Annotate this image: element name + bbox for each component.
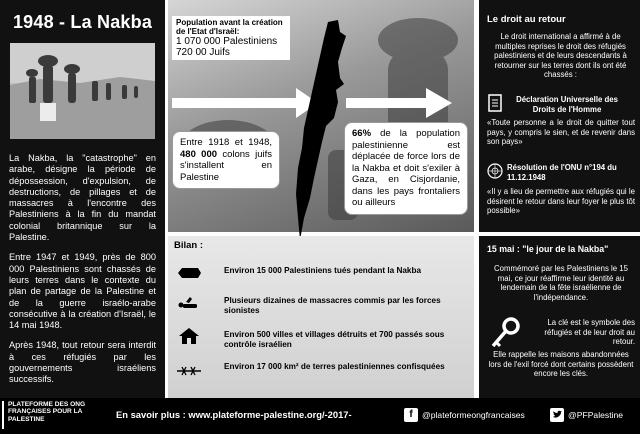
twitter-handle[interactable]: @PFPalestine <box>568 410 624 420</box>
bilan-item-deaths: Environ 15 000 Palestiniens tués pendant la Nakba <box>224 266 422 275</box>
victims-icon <box>176 296 202 310</box>
more-info-link[interactable]: En savoir plus : www.plateforme-palestine.org/-2017- <box>116 409 352 420</box>
un-resolution-quote: «Il y a lieu de permettre aux réfugiés qui le désirent le retour dans leur foyer le plus tôt possible» <box>487 187 635 215</box>
colonists-period: Entre 1918 et 1948, <box>180 137 272 148</box>
twitter-icon[interactable] <box>550 408 564 422</box>
right-of-return-title: Le droit au retour <box>487 14 566 25</box>
un-logo-icon <box>487 163 503 179</box>
bilan-label: Bilan : <box>174 240 204 251</box>
un-resolution-title: Résolution de l'ONU n°194 du 11.12.1948 <box>507 163 617 182</box>
nakba-definition: La Nakba, la "catastrophe" en arabe, désigne la période de dépossession, d'expulsion, de destructions, de pillages et de massacres à l'encontre des Palestiniens à la fin du mandat colonial britannique sur la Palestine. <box>9 153 156 243</box>
barbed-wire-icon <box>176 364 202 378</box>
colonists-box <box>172 131 280 189</box>
bilan-section <box>168 236 474 398</box>
page-title: 1948 - La Nakba <box>12 12 153 32</box>
nakba-history: Entre 1947 et 1949, près de 800 000 Palestiniens sont chassés de leurs terres dans le contexte du plan de partage de la Palestine et de la guerre israélo-arabe consécutive à la création d'Israël, le 14 mai 1948. <box>9 252 156 331</box>
refugees-photo <box>10 43 155 139</box>
footer <box>0 398 640 434</box>
declaration-scroll-icon <box>487 93 503 113</box>
org-logo-text: PLATEFORME DES ONG FRANÇAISES POUR LA PALESTINE <box>2 401 102 429</box>
declaration-title: Déclaration Universelle des Droits de l'Homme <box>516 95 618 114</box>
displaced-percentage: 66% <box>352 128 372 139</box>
population-heading: Population avant la création de l'Etat d'Israël: <box>176 18 283 36</box>
left-panel <box>0 0 165 398</box>
facebook-icon[interactable]: f <box>404 408 418 422</box>
declaration-quote: «Toute personne a le droit de quitter tout pays, y compris le sien, et de revenir dans son pays» <box>487 118 635 146</box>
right-of-return-section <box>479 0 640 232</box>
nakba-day-title: 15 mai : "le jour de la Nakba" <box>487 244 609 254</box>
right-of-return-intro: Le droit international a affirmé à de multiples reprises le droit des réfugiés palestiniens et de leurs descendants à retourner sur les terres dont ils ont été chassés : <box>494 32 627 79</box>
colonists-number: 480 000 <box>180 148 218 160</box>
nakba-day-section <box>479 236 640 398</box>
key-houses-text: Elle rappelle les maisons abandonnées lors de l'exil forcé dont certains possèdent encore les clés. <box>488 350 634 378</box>
coffin-icon <box>176 266 202 280</box>
displaced-box <box>344 122 468 215</box>
bilan-item-villages: Environ 500 villes et villages détruits et 700 passés sous contrôle israélien <box>224 330 445 349</box>
facebook-handle[interactable]: @plateformeongfrancaises <box>422 410 525 420</box>
bilan-item-land: Environ 17 000 km² de terres palestiniennes confisquées <box>224 362 445 371</box>
nakba-return-banned: Après 1948, tout retour sera interdit à ces réfugiés par les gouvernements israéliens successifs. <box>9 340 156 385</box>
displaced-text: de la population palestinienne est déplacée de force lors de la Nakba et doit s'exiler à Gaza, en Cisjordanie, dans les pays frontaliers ou ailleurs <box>352 128 460 208</box>
key-symbol-text: La clé est le symbole des réfugiés et de leur droit au retour. <box>544 318 635 346</box>
nakba-day-text: Commémoré par les Palestiniens le 15 mai, ce jour réaffirme leur identité au lendemain de la fête israélienne de l'indépendance. <box>494 264 628 302</box>
right-panel <box>479 0 640 398</box>
house-icon <box>178 327 200 345</box>
key-icon <box>489 316 523 350</box>
jewish-population: 720 00 Juifs <box>176 47 230 58</box>
population-box <box>172 16 290 60</box>
bilan-item-massacres: Plusieurs dizaines de massacres commis par les forces sionistes <box>224 296 441 315</box>
palestinian-population: 1 070 000 Palestiniens <box>176 36 278 47</box>
colonists-text: colons juifs s'installent en Palestine <box>180 148 272 183</box>
